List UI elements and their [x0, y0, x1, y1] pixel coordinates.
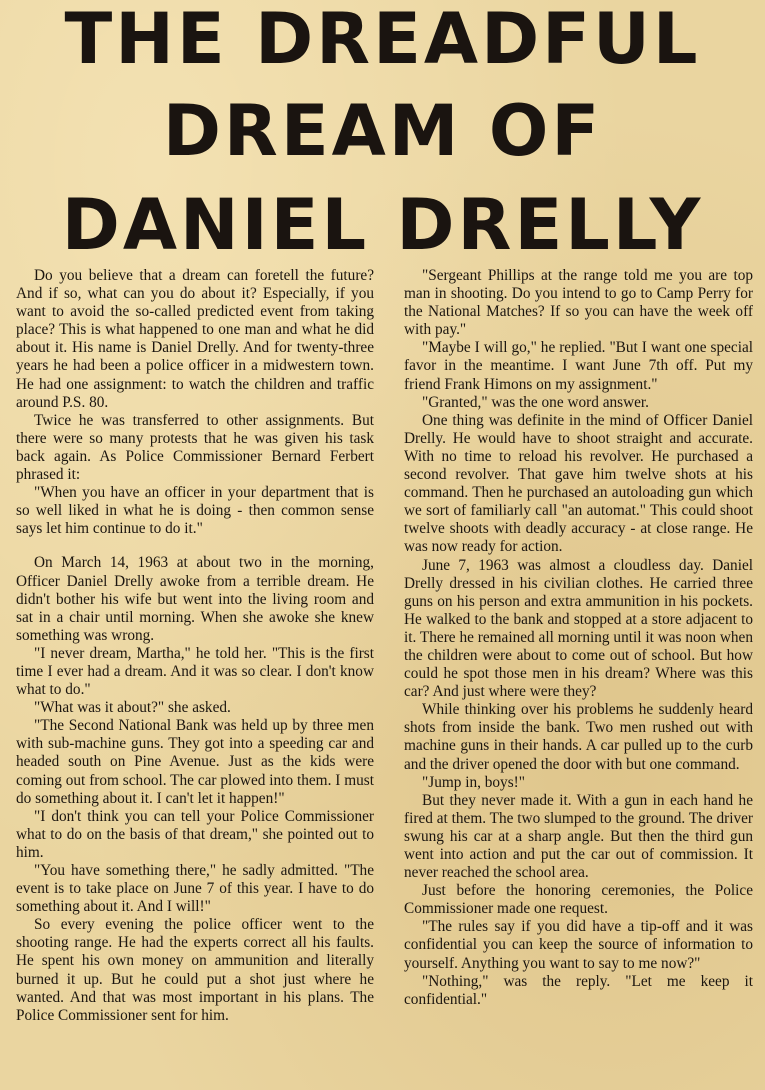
paragraph: "I don't think you can tell your Police Commissioner what to do on the basis of that dream," she pointed out to him.	[16, 807, 374, 861]
paragraph: "What was it about?" she asked.	[34, 699, 231, 717]
title-line-1: THE DREADFUL	[64, 0, 701, 80]
paragraph: While thinking over his problems he suddenly heard shots from inside the bank. Two men rushed out with machine guns in their hands. A car pulled up to the curb and the driver opened the door with but one command.	[404, 701, 753, 773]
paragraph: "I never dream, Martha," he told her. "This is the first time I ever had a dream. And it was so clear. I don't know what to do."	[16, 644, 374, 699]
paragraph: "You have something there," he sadly admitted. "The event is to take place on June 7 of this year. I have to do something about it. And I will!"	[16, 862, 374, 916]
story-column-right	[404, 267, 753, 1009]
paragraph: "Nothing," was the reply. "Let me keep it confidential."	[404, 972, 753, 1008]
paragraph: Twice he was transferred to other assignments. But there were so many protests that he was given his task back again. As Police Commissioner Bernard Ferbert phrased it:	[16, 411, 374, 484]
paragraph: "Sergeant Phillips at the range told me you are top man in shooting. Do you intend to go to Camp Perry for the National Matches? If so you can have the week off with pay."	[404, 267, 753, 339]
paragraph: Just before the honoring ceremonies, the Police Commissioner made one request.	[404, 882, 753, 918]
paragraph: Do you believe that a dream can foretell the future? And if so, what can you do about it? Especially, if you want to avoid the so-called predicted event from taking place? This is what happened to one man and what he did about it. His name is Daniel Drelly. And for twenty-three years he had been a police officer in a midwestern town. He had one assignment: to watch the children and traffic around P.S. 80.	[16, 267, 374, 411]
paragraph: One thing was definite in the mind of Officer Daniel Drelly. He would have to shoot straight and accurate. With no time to reload his revolver. He purchased a second revolver. That gave him twelve shots at his command. Then he purchased an autoloading gun which we sort of familiarly call "an automat." This could shoot twelve shoots with deadly accuracy - at close range. He was now ready for action.	[404, 411, 753, 556]
paragraph: But they never made it. With a gun in each hand he fired at them. The two slumped to the ground. The driver swung his car at a sharp angle. But then the third gun went into action and put the car out of commission. It never reached the school area.	[404, 791, 753, 882]
title-line-2: DREAM OF	[162, 90, 603, 172]
paragraph: "The rules say if you did have a tip-off and it was confidential you can keep the source of information to yourself. Anything you want to say to me now?"	[404, 918, 753, 972]
paragraph: "When you have an officer in your department that is so well liked in what he is doing - then common sense says let him continue to do it."	[16, 484, 374, 538]
paragraph: "Maybe I will go," he replied. "But I want one special favor in the meantime. I want June 7th off. Put my friend Frank Himons on my assignment."	[404, 339, 753, 393]
paragraph: June 7, 1963 was almost a cloudless day. Daniel Drelly dressed in his civilian clothes. He carried three guns on his person and extra ammunition in his pockets. He walked to the bank and stopped at a store adjacent to it. There he remained all morning until it was noon when the children were about to come out of school. But how could he spot those men in his dream? Where was this car? And just where were they?	[404, 556, 753, 701]
paragraph: "The Second National Bank was held up by three men with sub-machine guns. They got into a speeding car and headed south on Pine Avenue. Just as the kids were coming out from school. The car plowed into them. I must do something about it. I can't let it happen!"	[16, 717, 374, 807]
paragraph: So every evening the police officer went to the shooting range. He had the experts correct all his faults. He spent his own money on ammunition and literally burned it up. But he could put a shot just where he wanted. And that was most important in his plans. The Police Commissioner sent for him.	[16, 916, 374, 1024]
paragraph: "Jump in, boys!"	[422, 773, 525, 791]
title-line-3: DANIEL DRELLY	[61, 184, 704, 266]
paragraph: On March 14, 1963 at about two in the morning, Officer Daniel Drelly awoke from a terrible dream. He didn't bother his wife but went into the living room and sat in a chair until morning. When she awoke she knew something was wrong.	[16, 554, 374, 644]
story-column-left	[16, 267, 374, 1025]
paragraph: "Granted," was the one word answer.	[422, 393, 650, 411]
